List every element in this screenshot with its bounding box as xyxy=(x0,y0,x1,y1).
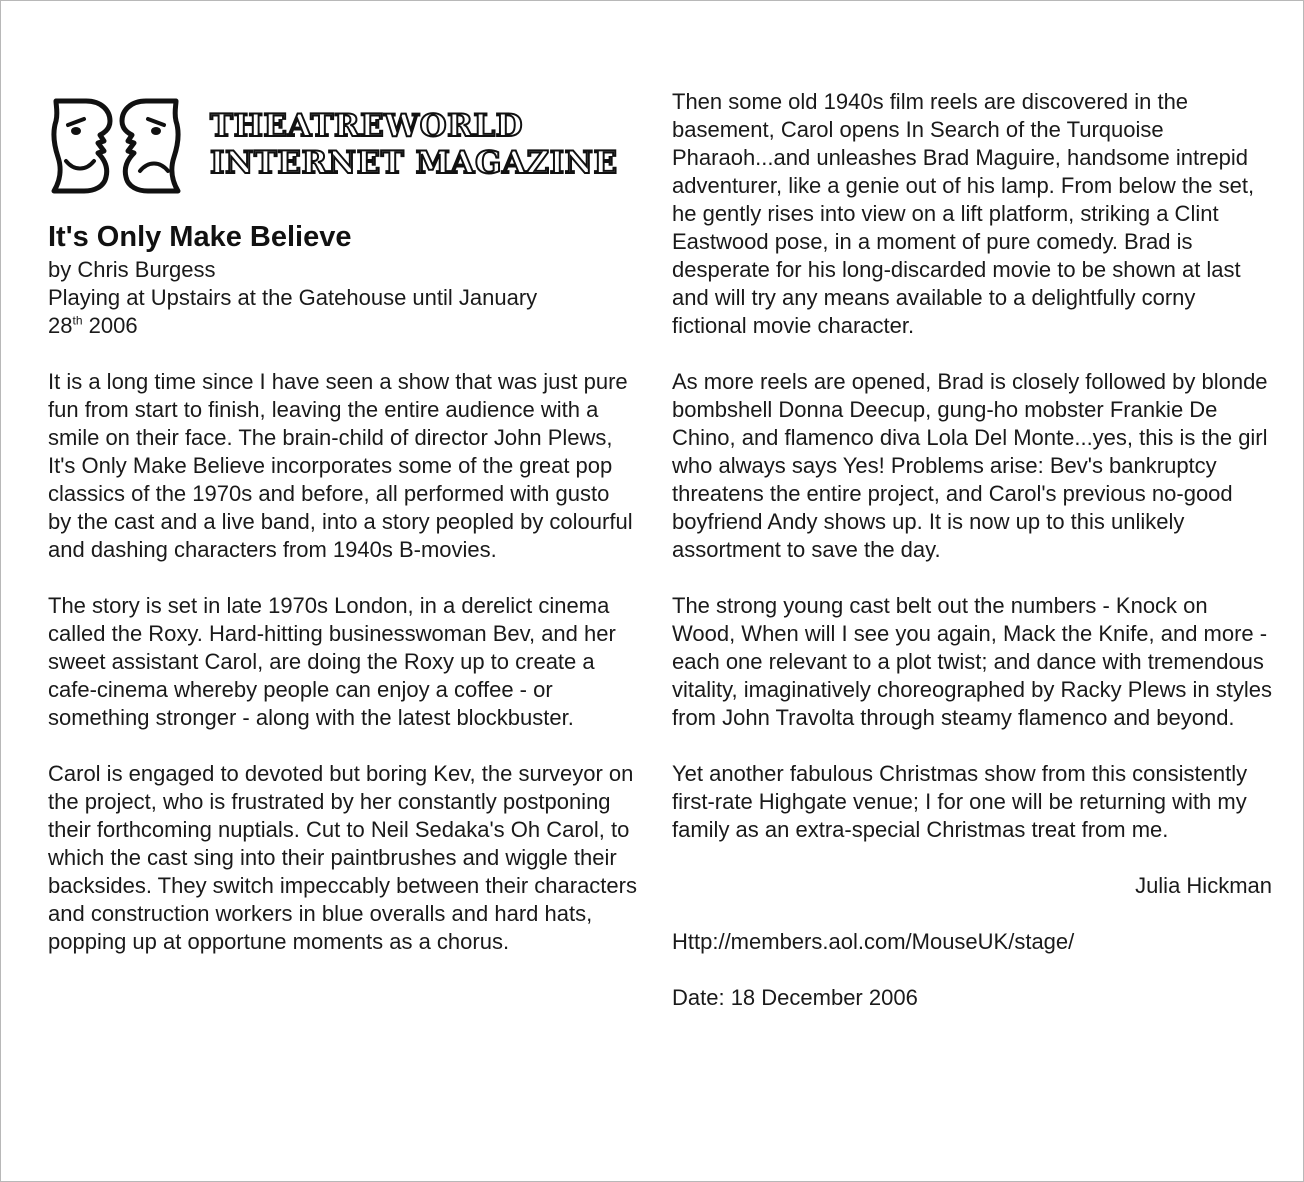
run-end-day-suffix: th xyxy=(72,313,83,328)
author-signature: Julia Hickman xyxy=(1135,873,1272,898)
masthead xyxy=(48,92,638,198)
body-paragraph: It is a long time since I have seen a show that was just pure fun from start to finish, leaving the entire audience with a smile on their face. The brain-child of director John Plews, It's Only Make Believe incorporates some of the great pop classics of the 1970s and before, all performed with gusto by the cast and a live band, into a story peopled by colourful and dashing characters from 1940s B-movies. xyxy=(48,369,633,562)
run-end-year: 2006 xyxy=(82,313,138,338)
body-paragraph: The story is set in late 1970s London, in a derelict cinema called the Roxy. Hard-hitting businesswoman Bev, and her sweet assistant Carol, are doing the Roxy up to create a cafe-cinema whereby people can enjoy a coffee - or something stronger - along with the latest blockbuster. xyxy=(48,593,616,730)
magazine-name-line2: INTERNET MAGAZINE xyxy=(210,145,618,181)
run-end-day: 28 xyxy=(48,313,73,338)
publication-date: Date: 18 December 2006 xyxy=(672,985,918,1010)
body-paragraph: Then some old 1940s film reels are discovered in the basement, Carol opens In Search of the Turquoise Pharaoh...and unleashes Brad Maguire, handsome intrepid adventurer, like a genie out of his lamp. From below the set, he gently rises into view on a lift platform, striking a Clint Eastwood pose, in a moment of pure comedy. Brad is desperate for his long-discarded movie to be shown at last and will try any means available to a delightfully corny fictional movie character. xyxy=(672,89,1255,338)
source-url: Http://members.aol.com/MouseUK/stage/ xyxy=(672,929,1075,954)
magazine-name-line1: THEATREWORLD xyxy=(210,108,524,144)
run-end-date xyxy=(48,312,638,340)
review-title: It's Only Make Believe xyxy=(48,221,352,253)
right-column xyxy=(672,88,1272,1040)
body-paragraph: Carol is engaged to devoted but boring Kev, the surveyor on the project, who is frustrated by her constantly postponing their forthcoming nuptials. Cut to Neil Sedaka's Oh Carol, to which the cast sing into their paintbrushes and wiggle their backsides. They switch impeccably between their characters and construction workers in blue overalls and hard hats, xyxy=(48,761,637,926)
body-paragraph: The strong young cast belt out the numbers - Knock on Wood, When will I see you again, Mack the Knife, and more - each one relevant to a plot twist; and dance with tremendous vitality, imaginatively choreographed by Racky Plews in styles from John Travolta through steamy flamenco and beyond. xyxy=(672,593,1272,730)
body-paragraph: Yet another fabulous Christmas show from this consistently first-rate Highgate venue; I for one will be returning with my family as an extra-special Christmas treat from me. xyxy=(672,761,1248,842)
left-column xyxy=(48,92,638,984)
comedy-tragedy-masks-icon xyxy=(48,95,184,195)
body-paragraph: As more reels are opened, Brad is closely followed by blonde bombshell Donna Deecup, gung-ho mobster Frankie De Chino, and flamenco diva Lola Del Monte...yes, this is the girl who always says Yes! Problems arise: Bev's bankruptcy threatens the entire project, and Carol's previous no-good boyfriend Andy shows up. It is now up to this unlikely assortment to save the day. xyxy=(672,369,1268,562)
venue-line: Playing at Upstairs at the Gatehouse until January xyxy=(48,285,538,310)
magazine-name xyxy=(210,108,618,182)
body-paragraph: popping up at opportune moments as a chorus. xyxy=(48,929,510,954)
byline: by Chris Burgess xyxy=(48,257,216,282)
